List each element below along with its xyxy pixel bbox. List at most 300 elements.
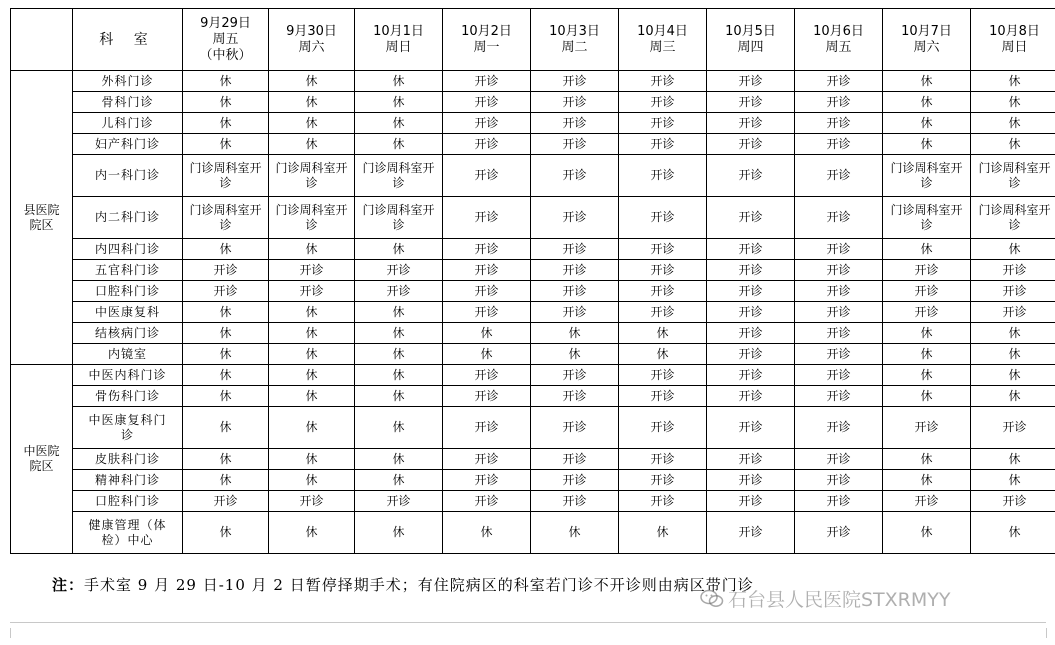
schedule-status: 开诊 xyxy=(826,472,851,487)
schedule-cell xyxy=(971,449,1055,470)
schedule-cell xyxy=(443,407,531,449)
table-header xyxy=(11,9,1055,71)
schedule-cell xyxy=(269,260,355,281)
date-header-weekday: 周三 xyxy=(649,39,676,55)
dept-name-cell xyxy=(73,197,183,239)
schedule-status: 休 xyxy=(920,325,933,340)
schedule-status: 开诊 xyxy=(914,262,939,277)
schedule-status: 休 xyxy=(219,367,232,382)
dept-name: 健康管理（体检）中心 xyxy=(88,517,167,547)
schedule-cell xyxy=(355,302,443,323)
schedule-status: 开诊 xyxy=(738,262,763,277)
schedule-cell xyxy=(183,281,269,302)
dept-name: 内二科门诊 xyxy=(94,210,160,224)
schedule-status: 休 xyxy=(1008,451,1021,466)
dept-name-cell xyxy=(73,449,183,470)
schedule-status: 开诊 xyxy=(474,367,499,382)
schedule-status: 门诊周科室开诊 xyxy=(362,160,435,190)
schedule-cell xyxy=(619,197,707,239)
schedule-status: 开诊 xyxy=(826,73,851,88)
table-row xyxy=(11,281,1055,302)
dept-name-cell xyxy=(73,113,183,134)
schedule-status: 开诊 xyxy=(562,241,587,256)
schedule-status: 开诊 xyxy=(474,73,499,88)
schedule-status: 休 xyxy=(920,525,933,539)
dept-name-cell xyxy=(73,344,183,365)
schedule-status: 开诊 xyxy=(738,325,763,340)
schedule-status: 开诊 xyxy=(562,367,587,382)
schedule-status: 休 xyxy=(1008,73,1021,88)
schedule-status: 开诊 xyxy=(826,451,851,466)
schedule-cell xyxy=(883,407,971,449)
schedule-cell xyxy=(707,134,795,155)
schedule-cell xyxy=(619,302,707,323)
dept-name-cell xyxy=(73,470,183,491)
schedule-status: 休 xyxy=(392,451,405,466)
table-row xyxy=(11,512,1055,554)
schedule-cell xyxy=(795,281,883,302)
date-header-cell xyxy=(883,9,971,71)
schedule-status: 开诊 xyxy=(738,73,763,88)
schedule-cell xyxy=(795,113,883,134)
schedule-cell xyxy=(443,449,531,470)
schedule-cell xyxy=(619,323,707,344)
schedule-cell xyxy=(883,470,971,491)
schedule-status: 开诊 xyxy=(650,262,675,277)
dept-name: 骨科门诊 xyxy=(101,94,154,109)
table-row xyxy=(11,260,1055,281)
schedule-status: 开诊 xyxy=(562,472,587,487)
schedule-status: 开诊 xyxy=(650,367,675,382)
schedule-status: 休 xyxy=(305,325,318,340)
schedule-cell xyxy=(619,365,707,386)
schedule-cell xyxy=(883,365,971,386)
schedule-status: 开诊 xyxy=(650,73,675,88)
date-header-cell xyxy=(531,9,619,71)
schedule-status: 开诊 xyxy=(474,115,499,130)
schedule-cell xyxy=(355,407,443,449)
schedule-status: 开诊 xyxy=(562,304,587,319)
schedule-status: 开诊 xyxy=(474,241,499,256)
schedule-status: 开诊 xyxy=(738,451,763,466)
schedule-status: 休 xyxy=(219,94,232,109)
schedule-status: 休 xyxy=(219,388,232,403)
schedule-cell xyxy=(443,323,531,344)
schedule-status: 开诊 xyxy=(738,94,763,109)
schedule-cell xyxy=(443,113,531,134)
schedule-cell xyxy=(443,197,531,239)
schedule-status: 开诊 xyxy=(738,388,763,403)
schedule-status: 开诊 xyxy=(914,304,939,319)
schedule-status: 休 xyxy=(219,115,232,130)
footnote-text: 手术室 9 月 29 日-10 月 2 日暂停择期手术；有住院病区的科室若门诊不开诊则由病区带门诊 xyxy=(84,576,754,594)
schedule-status: 门诊周科室开诊 xyxy=(189,160,262,190)
dept-name: 五官科门诊 xyxy=(94,262,160,277)
schedule-status: 开诊 xyxy=(386,283,411,298)
holiday-schedule-table xyxy=(10,8,1055,554)
date-header-note: （中秋） xyxy=(199,47,252,63)
schedule-cell xyxy=(883,155,971,197)
schedule-cell xyxy=(971,260,1055,281)
schedule-cell xyxy=(619,113,707,134)
schedule-cell xyxy=(795,134,883,155)
date-header-cell xyxy=(971,9,1055,71)
schedule-cell xyxy=(971,113,1055,134)
schedule-status: 休 xyxy=(305,472,318,487)
schedule-status: 开诊 xyxy=(650,168,675,182)
schedule-cell xyxy=(269,113,355,134)
schedule-status: 开诊 xyxy=(1002,262,1027,277)
schedule-cell xyxy=(707,386,795,407)
dept-name-cell xyxy=(73,302,183,323)
dept-name-cell xyxy=(73,155,183,197)
schedule-cell xyxy=(443,302,531,323)
schedule-status: 开诊 xyxy=(650,493,675,508)
area-name-cell xyxy=(11,71,73,365)
schedule-status: 开诊 xyxy=(738,210,763,224)
schedule-status: 休 xyxy=(392,73,405,88)
schedule-status: 开诊 xyxy=(826,388,851,403)
schedule-status: 开诊 xyxy=(650,115,675,130)
schedule-status: 开诊 xyxy=(826,262,851,277)
schedule-status: 开诊 xyxy=(386,493,411,508)
schedule-status: 开诊 xyxy=(738,346,763,361)
dept-name: 口腔科门诊 xyxy=(94,493,160,508)
schedule-status: 开诊 xyxy=(826,493,851,508)
schedule-cell xyxy=(269,197,355,239)
schedule-status: 开诊 xyxy=(474,136,499,151)
date-header-date: 10月1日 xyxy=(373,23,424,39)
schedule-status: 休 xyxy=(920,73,933,88)
schedule-cell xyxy=(971,302,1055,323)
schedule-cell xyxy=(183,239,269,260)
schedule-cell xyxy=(707,449,795,470)
schedule-status: 开诊 xyxy=(650,210,675,224)
schedule-status: 开诊 xyxy=(562,115,587,130)
schedule-cell xyxy=(795,512,883,554)
schedule-cell xyxy=(795,71,883,92)
schedule-cell xyxy=(183,491,269,512)
area-header-cell xyxy=(11,9,73,71)
schedule-status: 开诊 xyxy=(474,262,499,277)
schedule-cell xyxy=(619,386,707,407)
schedule-status: 门诊周科室开诊 xyxy=(275,202,348,232)
schedule-status: 休 xyxy=(305,367,318,382)
schedule-status: 开诊 xyxy=(474,283,499,298)
schedule-cell xyxy=(619,407,707,449)
schedule-status: 休 xyxy=(920,94,933,109)
schedule-status: 开诊 xyxy=(474,304,499,319)
area-name-cell xyxy=(11,365,73,554)
schedule-cell xyxy=(619,512,707,554)
schedule-status: 休 xyxy=(305,525,318,539)
date-header-weekday: 周六 xyxy=(298,39,325,55)
schedule-cell xyxy=(269,92,355,113)
schedule-cell xyxy=(707,365,795,386)
schedule-cell xyxy=(183,71,269,92)
schedule-cell xyxy=(883,449,971,470)
schedule-cell xyxy=(971,365,1055,386)
schedule-status: 开诊 xyxy=(738,525,763,539)
date-header-weekday: 周日 xyxy=(1001,39,1028,55)
schedule-cell xyxy=(269,302,355,323)
schedule-cell xyxy=(795,407,883,449)
schedule-cell xyxy=(971,470,1055,491)
schedule-cell xyxy=(795,239,883,260)
schedule-cell xyxy=(269,512,355,554)
schedule-status: 开诊 xyxy=(474,94,499,109)
schedule-status: 休 xyxy=(392,136,405,151)
schedule-cell xyxy=(183,407,269,449)
schedule-status: 开诊 xyxy=(826,346,851,361)
schedule-cell xyxy=(531,344,619,365)
schedule-cell xyxy=(183,344,269,365)
schedule-status: 开诊 xyxy=(474,472,499,487)
schedule-status: 休 xyxy=(392,525,405,539)
schedule-cell xyxy=(971,239,1055,260)
schedule-cell xyxy=(619,155,707,197)
schedule-cell xyxy=(355,386,443,407)
schedule-cell xyxy=(269,449,355,470)
schedule-cell xyxy=(183,113,269,134)
schedule-status: 休 xyxy=(1008,388,1021,403)
schedule-cell xyxy=(355,365,443,386)
schedule-status: 开诊 xyxy=(474,493,499,508)
schedule-cell xyxy=(619,470,707,491)
schedule-status: 休 xyxy=(480,325,493,340)
schedule-cell xyxy=(443,239,531,260)
schedule-cell xyxy=(269,155,355,197)
schedule-status: 开诊 xyxy=(826,115,851,130)
schedule-status: 开诊 xyxy=(562,493,587,508)
schedule-cell xyxy=(531,449,619,470)
table-row xyxy=(11,344,1055,365)
date-header-cell xyxy=(443,9,531,71)
dept-name: 中医康复科 xyxy=(94,304,160,319)
schedule-status: 开诊 xyxy=(738,304,763,319)
schedule-status: 开诊 xyxy=(474,420,499,434)
schedule-cell xyxy=(355,323,443,344)
schedule-cell xyxy=(795,155,883,197)
schedule-status: 开诊 xyxy=(738,283,763,298)
dept-name-cell xyxy=(73,386,183,407)
schedule-status: 休 xyxy=(392,115,405,130)
schedule-cell xyxy=(443,512,531,554)
dept-name: 妇产科门诊 xyxy=(94,136,160,151)
schedule-status: 休 xyxy=(305,304,318,319)
schedule-status: 开诊 xyxy=(1002,304,1027,319)
schedule-cell xyxy=(795,260,883,281)
schedule-cell xyxy=(883,512,971,554)
dept-name: 皮肤科门诊 xyxy=(94,451,160,466)
schedule-cell xyxy=(971,323,1055,344)
schedule-cell xyxy=(531,512,619,554)
schedule-status: 开诊 xyxy=(299,262,324,277)
schedule-status: 休 xyxy=(920,367,933,382)
schedule-status: 休 xyxy=(920,346,933,361)
schedule-cell xyxy=(707,281,795,302)
schedule-status: 休 xyxy=(305,241,318,256)
schedule-status: 休 xyxy=(219,472,232,487)
schedule-cell xyxy=(269,71,355,92)
schedule-cell xyxy=(269,470,355,491)
schedule-status: 休 xyxy=(219,136,232,151)
schedule-status: 开诊 xyxy=(474,451,499,466)
area-name: 县医院院区 xyxy=(23,202,60,232)
table-body xyxy=(11,71,1055,554)
schedule-status: 休 xyxy=(305,136,318,151)
schedule-status: 开诊 xyxy=(826,304,851,319)
date-header-cell xyxy=(707,9,795,71)
watermark-text: 石台县人民医院STXRMYY xyxy=(728,589,951,611)
schedule-cell xyxy=(183,365,269,386)
schedule-status: 开诊 xyxy=(650,420,675,434)
schedule-status: 休 xyxy=(1008,94,1021,109)
schedule-status: 休 xyxy=(392,388,405,403)
schedule-status: 开诊 xyxy=(299,283,324,298)
schedule-cell xyxy=(531,155,619,197)
schedule-cell xyxy=(531,407,619,449)
schedule-cell xyxy=(619,71,707,92)
schedule-cell xyxy=(531,281,619,302)
schedule-status: 休 xyxy=(920,241,933,256)
schedule-cell xyxy=(443,155,531,197)
schedule-status: 开诊 xyxy=(738,115,763,130)
schedule-status: 休 xyxy=(1008,325,1021,340)
date-header-date: 10月8日 xyxy=(989,23,1040,39)
schedule-status: 休 xyxy=(1008,367,1021,382)
schedule-status: 开诊 xyxy=(826,210,851,224)
schedule-status: 门诊周科室开诊 xyxy=(978,160,1051,190)
footnote-label: 注： xyxy=(52,576,85,594)
date-header-cell xyxy=(619,9,707,71)
schedule-cell xyxy=(707,407,795,449)
schedule-status: 休 xyxy=(392,420,405,434)
date-header-date: 9月29日 xyxy=(200,15,251,31)
schedule-status: 休 xyxy=(219,73,232,88)
schedule-cell xyxy=(531,323,619,344)
schedule-cell xyxy=(183,449,269,470)
schedule-status: 休 xyxy=(1008,525,1021,539)
schedule-status: 开诊 xyxy=(826,367,851,382)
date-header-weekday: 周日 xyxy=(385,39,412,55)
schedule-cell xyxy=(795,491,883,512)
schedule-status: 开诊 xyxy=(826,420,851,434)
date-header-weekday: 周五 xyxy=(825,39,852,55)
schedule-status: 开诊 xyxy=(914,283,939,298)
schedule-cell xyxy=(707,344,795,365)
table-row xyxy=(11,407,1055,449)
schedule-cell xyxy=(183,512,269,554)
schedule-status: 休 xyxy=(219,325,232,340)
table-row xyxy=(11,302,1055,323)
schedule-status: 开诊 xyxy=(738,367,763,382)
schedule-status: 开诊 xyxy=(562,168,587,182)
schedule-status: 休 xyxy=(305,94,318,109)
schedule-cell xyxy=(883,71,971,92)
schedule-status: 开诊 xyxy=(826,168,851,182)
date-header-date: 9月30日 xyxy=(286,23,337,39)
table-row xyxy=(11,365,1055,386)
schedule-status: 开诊 xyxy=(738,168,763,182)
schedule-cell xyxy=(971,281,1055,302)
schedule-status: 休 xyxy=(920,388,933,403)
schedule-status: 开诊 xyxy=(562,262,587,277)
schedule-status: 休 xyxy=(392,325,405,340)
schedule-cell xyxy=(971,71,1055,92)
schedule-status: 开诊 xyxy=(826,325,851,340)
dept-name: 中医康复科门诊 xyxy=(88,412,167,442)
footnote xyxy=(52,574,754,595)
schedule-cell xyxy=(883,323,971,344)
table-row xyxy=(11,449,1055,470)
schedule-cell xyxy=(269,365,355,386)
schedule-cell xyxy=(883,197,971,239)
schedule-status: 休 xyxy=(305,451,318,466)
schedule-status: 开诊 xyxy=(914,420,939,434)
date-header-weekday: 周六 xyxy=(913,39,940,55)
schedule-cell xyxy=(531,365,619,386)
schedule-status: 开诊 xyxy=(738,136,763,151)
schedule-status: 开诊 xyxy=(474,210,499,224)
schedule-status: 开诊 xyxy=(738,241,763,256)
date-header-weekday: 周四 xyxy=(737,39,764,55)
schedule-cell xyxy=(707,197,795,239)
schedule-status: 开诊 xyxy=(562,388,587,403)
schedule-cell xyxy=(531,491,619,512)
schedule-status: 开诊 xyxy=(1002,420,1027,434)
schedule-status: 开诊 xyxy=(650,472,675,487)
dept-name: 骨伤科门诊 xyxy=(94,388,160,403)
schedule-cell xyxy=(707,71,795,92)
schedule-cell xyxy=(883,260,971,281)
date-header-date: 10月4日 xyxy=(637,23,688,39)
schedule-status: 休 xyxy=(920,472,933,487)
schedule-cell xyxy=(883,281,971,302)
dept-name: 外科门诊 xyxy=(101,73,154,88)
schedule-cell xyxy=(531,470,619,491)
schedule-status: 休 xyxy=(568,325,581,340)
bottom-rule xyxy=(10,622,1046,623)
dept-name-cell xyxy=(73,260,183,281)
schedule-status: 休 xyxy=(392,304,405,319)
schedule-status: 休 xyxy=(305,115,318,130)
schedule-status: 开诊 xyxy=(650,241,675,256)
schedule-cell xyxy=(619,239,707,260)
schedule-status: 开诊 xyxy=(914,493,939,508)
schedule-cell xyxy=(443,92,531,113)
schedule-cell xyxy=(883,92,971,113)
schedule-status: 门诊周科室开诊 xyxy=(275,160,348,190)
date-header-date: 10月7日 xyxy=(901,23,952,39)
schedule-status: 休 xyxy=(1008,346,1021,361)
schedule-cell xyxy=(269,407,355,449)
schedule-cell xyxy=(531,239,619,260)
dept-name: 内四科门诊 xyxy=(94,241,160,256)
dept-name: 儿科门诊 xyxy=(101,115,154,130)
schedule-status: 开诊 xyxy=(738,472,763,487)
schedule-cell xyxy=(355,470,443,491)
schedule-cell xyxy=(443,491,531,512)
schedule-cell xyxy=(971,386,1055,407)
schedule-status: 休 xyxy=(305,346,318,361)
schedule-status: 休 xyxy=(480,346,493,361)
schedule-status: 休 xyxy=(219,304,232,319)
schedule-cell xyxy=(183,197,269,239)
schedule-cell xyxy=(883,302,971,323)
schedule-status: 开诊 xyxy=(474,168,499,182)
schedule-cell xyxy=(531,302,619,323)
